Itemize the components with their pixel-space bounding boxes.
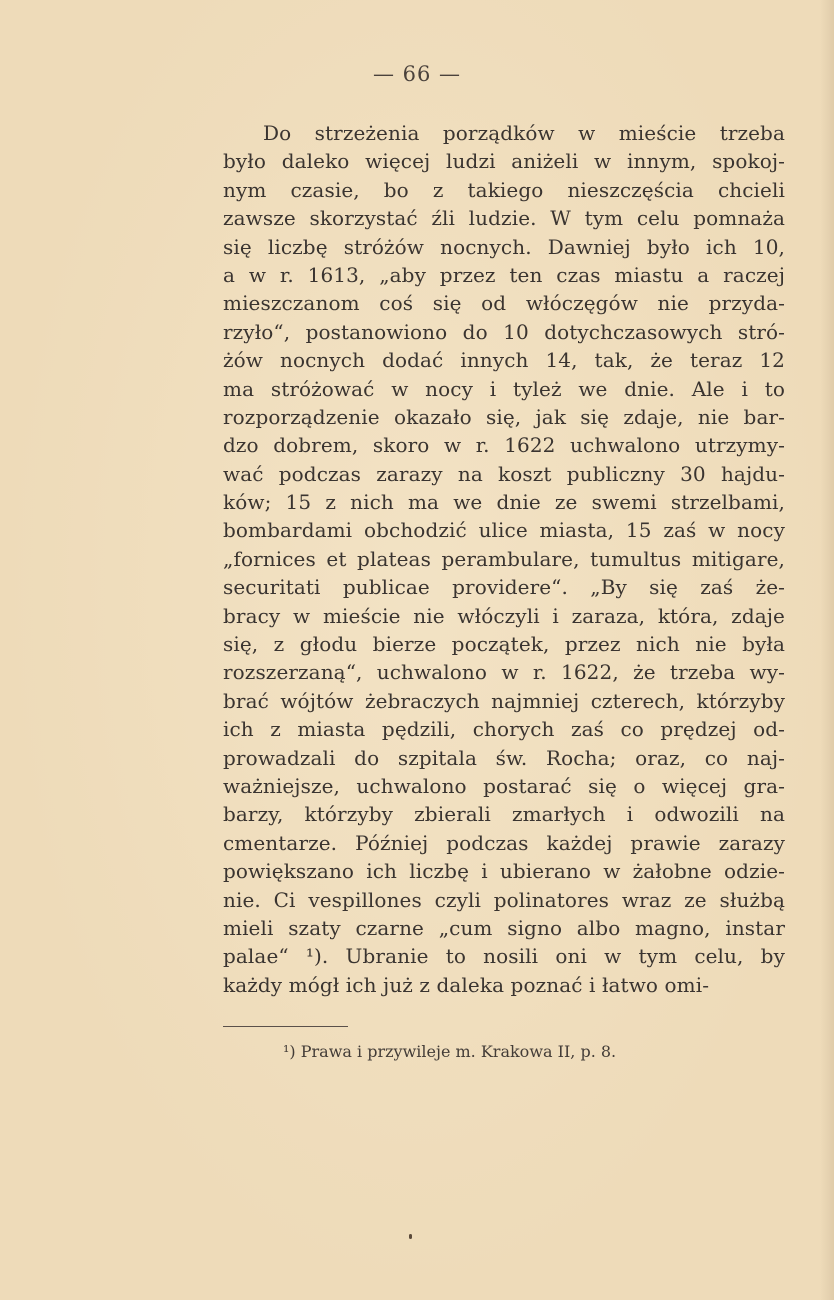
- text-line: bombardami obchodzić ulice miasta, 15 zaś w nocy: [223, 518, 785, 543]
- text-line: mieli szaty czarne „cum signo albo magno, instar: [223, 915, 785, 940]
- text-line: rzyło“, postanowiono do 10 dotychczasowych stró-: [223, 319, 785, 344]
- text-line: się liczbę stróżów nocnych. Dawniej było ich 10,: [223, 234, 785, 259]
- text-line: cmentarze. Później podczas każdej prawie zarazy: [223, 830, 785, 855]
- text-line: nym czasie, bo z takiego nieszczęścia chcieli: [223, 177, 785, 202]
- text-line: ma stróżować w nocy i tyleż we dnie. Ale i to: [223, 376, 785, 401]
- text-line: brać wójtów żebraczych najmniej czterech, którzyby: [223, 688, 785, 713]
- page-number-header: — 66 —: [372, 62, 462, 86]
- body-text: [223, 119, 785, 999]
- text-line: wać podczas zarazy na koszt publiczny 30 hajdu-: [223, 461, 785, 486]
- text-line: bracy w mieście nie włóczyli i zaraza, która, zdaje: [223, 603, 785, 628]
- page-edge-shadow: [820, 0, 834, 1300]
- text-line: palae“ ¹). Ubranie to nosili oni w tym celu, by: [223, 944, 785, 969]
- text-line: żów nocnych dodać innych 14, tak, że teraz 12: [223, 348, 785, 373]
- ink-speck: [409, 1234, 412, 1239]
- text-line: powiększano ich liczbę i ubierano w żałobne odzie-: [223, 859, 785, 884]
- text-line: securitati publicae providere“. „By się zaś że-: [223, 575, 785, 600]
- text-line: ich z miasta pędzili, chorych zaś co prędzej od-: [223, 717, 785, 742]
- text-line: było daleko więcej ludzi aniżeli w innym, spokoj-: [223, 149, 785, 174]
- text-line: zawsze skorzystać źli ludzie. W tym celu pomnaża: [223, 206, 785, 231]
- text-line: mieszczanom coś się od włóczęgów nie przyda-: [223, 291, 785, 316]
- text-line: ważniejsze, uchwalono postarać się o więcej gra-: [223, 773, 785, 798]
- text-line: „fornices et plateas perambulare, tumultus mitigare,: [223, 546, 785, 571]
- text-line: rozszerzaną“, uchwalono w r. 1622, że trzeba wy-: [223, 660, 785, 685]
- footnote-marker: ¹): [283, 1042, 296, 1061]
- text-line: a w r. 1613, „aby przez ten czas miastu a raczej: [223, 262, 785, 287]
- text-line: każdy mógł ich już z daleka poznać i łatwo omi-: [223, 972, 710, 997]
- text-line: dzo dobrem, skoro w r. 1622 uchwalono utrzymy-: [223, 433, 785, 458]
- text-line: rozporządzenie okazało się, jak się zdaje, nie bar-: [223, 404, 785, 429]
- text-line: barzy, którzyby zbierali zmarłych i odwozili na: [223, 802, 785, 827]
- footnote-rule: [223, 1026, 348, 1027]
- footnote: [283, 1042, 616, 1061]
- text-line: prowadzali do szpitala św. Rocha; oraz, co naj-: [223, 745, 785, 770]
- text-line: się, z głodu bierze początek, przez nich nie była: [223, 632, 785, 657]
- text-line: Do strzeżenia porządków w mieście trzeba: [263, 121, 785, 145]
- text-line: nie. Ci vespillones czyli polinatores wraz ze służbą: [223, 887, 785, 912]
- text-line: ków; 15 z nich ma we dnie ze swemi strzelbami,: [223, 490, 785, 515]
- footnote-text: Prawa i przywileje m. Krakowa II, p. 8.: [300, 1042, 617, 1061]
